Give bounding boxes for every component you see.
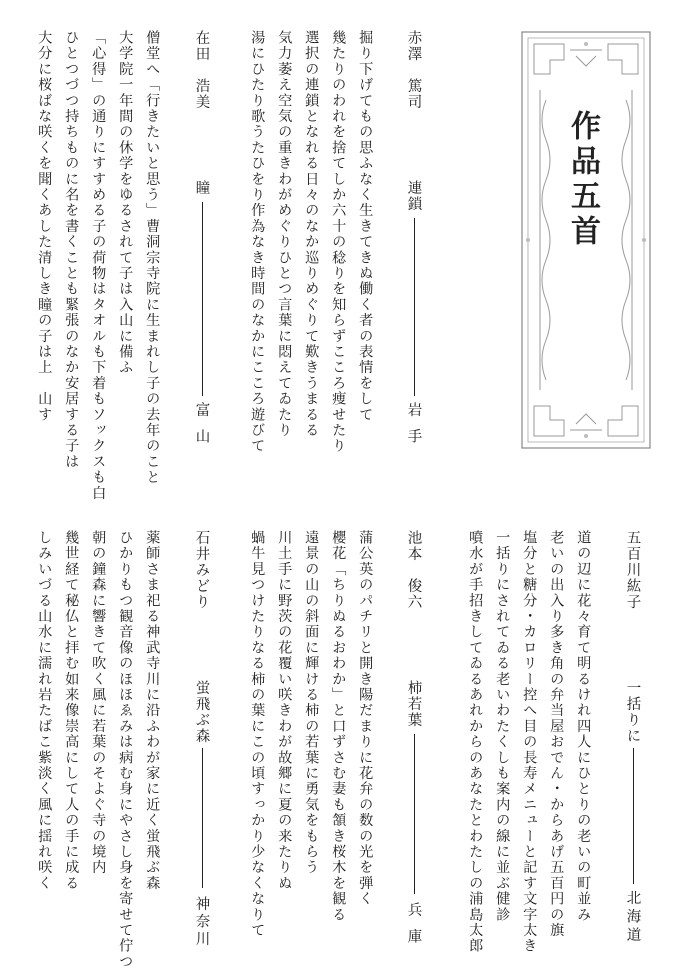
prefecture: 岩手 bbox=[405, 402, 422, 455]
poem-line: 薬師さま祀る神武寺川に沿ふわが家に近く蛍飛ぶ森 bbox=[144, 530, 161, 892]
author-name: 五百川紘子 bbox=[624, 530, 641, 610]
title-rule bbox=[414, 734, 415, 894]
poem-title: 一括りに bbox=[624, 680, 641, 744]
poem-title: 瞳 bbox=[193, 180, 210, 196]
poem-line: 幾たりのわれを捨てしか六十の稔りを知らずこころ痩せたり bbox=[330, 30, 347, 454]
prefecture: 富山 bbox=[193, 402, 210, 455]
prefecture: 兵庫 bbox=[405, 902, 422, 955]
poem-line: ひかりもつ観音像のほほゑみは病む身にやさし身を寄せて佇つ bbox=[117, 530, 134, 970]
poem-line: 川土手に野茨の花覆い咲きわが故郷に夏の来たりぬ bbox=[276, 530, 293, 892]
poem-line: 蒲公英のパチリと開き陽だまりに花弁の数の光を弾く bbox=[357, 530, 374, 907]
poem-line: 道の辺に花々育て明るけれ四人にひとりの老いの町並み bbox=[575, 530, 592, 923]
title-rule bbox=[414, 218, 415, 396]
poem-line: 噴水が手招きしてゐるあれからのあなたとわたしの浦島太郎 bbox=[467, 530, 484, 954]
poem-line: 遠景の山の斜面に輝ける柿の若葉に勇気をもらう bbox=[303, 530, 320, 876]
poem-line: ひとつづつ持ちものに名を書くことも緊張のなか安居する子は bbox=[63, 30, 80, 470]
poem-line: 蝸牛見つけたりなる柿の葉にこの頃すっかり少なくなりて bbox=[249, 530, 266, 939]
poem-line: 朝の鐘森に響きて吹く風に若葉のそよぐ寺の境内 bbox=[90, 530, 107, 876]
poem-line: 老いの出入り多き角の弁当屋おでん・からあげ五百円の旗 bbox=[548, 530, 565, 939]
title-rule bbox=[633, 748, 634, 884]
poem-line: 幾世経て秘仏と拝む如来像崇高にして人の手に成る bbox=[63, 530, 80, 892]
poem-line: 塩分と糖分・カロリー控へ目の長寿メニューと記す文字太き bbox=[521, 530, 538, 954]
title-rule bbox=[202, 748, 203, 888]
poem-line: 僧堂へ「行きたいと思う」曹洞宗寺院に生まれし子の去年のこと bbox=[144, 30, 161, 486]
author-name: 赤澤 篤司 bbox=[405, 30, 422, 110]
prefecture: 北海道 bbox=[624, 890, 641, 946]
poem-title: 柿若葉 bbox=[405, 680, 422, 728]
author-name: 池本 俊六 bbox=[405, 530, 422, 610]
poem-line: 選択の連鎖となれる日々のなか巡りめぐりて歎きうまるる bbox=[303, 30, 320, 439]
prefecture: 神奈川 bbox=[193, 896, 210, 949]
poem-line: 気力萎え空気の重きわがめぐりひとつ言葉に悶えてゐたり bbox=[276, 30, 293, 439]
author-name: 在田 浩美 bbox=[193, 30, 210, 110]
poem-line: 掘り下げてもの思ふなく生きてきぬ働く者の表情をして bbox=[357, 30, 374, 423]
poem-title: 連鎖 bbox=[405, 180, 422, 212]
poem-title: 蛍飛ぶ森 bbox=[193, 680, 210, 744]
poem-line: 湯にひたり歌うたひをり作為なき時間のなかにこころ遊びて bbox=[249, 30, 266, 454]
poem-line: 「心得」の通りにすすめる子の荷物はタオルも下着もソックスも白 bbox=[90, 30, 107, 501]
title-rule bbox=[202, 202, 203, 396]
poem-line: しみいづる山水に濡れ岩たばこ紫淡く風に揺れ咲く bbox=[36, 530, 53, 892]
poem-line: 大分に桜ばな咲くを聞くあした清しき瞳の子は上 山す bbox=[36, 30, 53, 423]
poem-line: 一括りにされてゐる老いわたくしも案内の線に並ぶ健診 bbox=[494, 530, 511, 923]
poem-line: 櫻花「ちりぬるおわか」と口ずさむ妻も頷き桜木を観る bbox=[330, 530, 347, 923]
poem-line: 大学院一年間の休学をゆるされて子は入山に備ふ bbox=[117, 30, 134, 376]
author-name: 石井みどり bbox=[193, 530, 210, 610]
page-title: 作品五首 bbox=[565, 110, 600, 250]
